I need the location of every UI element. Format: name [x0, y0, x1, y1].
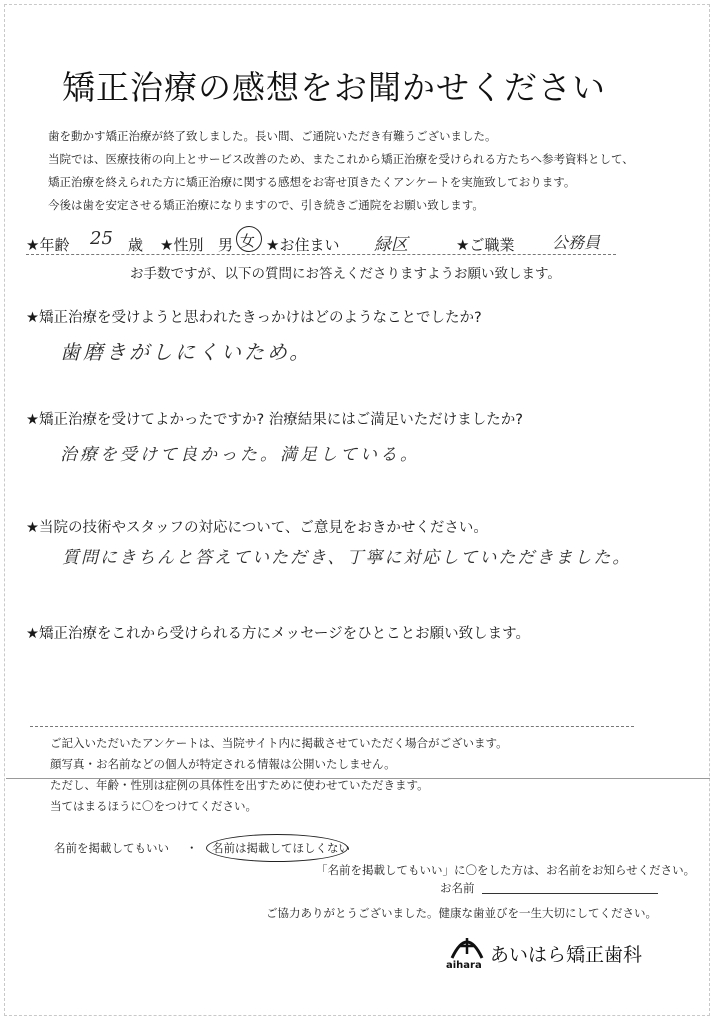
option-separator: ・ — [186, 841, 198, 855]
name-field-line[interactable] — [482, 893, 658, 894]
sex-label: ★性別 — [160, 236, 204, 254]
answer-3: 質問にきちんと答えていただき、丁寧に対応していただきました。 — [62, 548, 632, 568]
question-1: ★矯正治療を受けようと思われたきっかけはどのようなことでしたか? — [26, 310, 482, 326]
sex-male: 男 — [218, 236, 234, 254]
info-underline — [26, 254, 616, 255]
name-label: お名前 — [440, 881, 475, 895]
intro-line-4: 今後は歯を安定させる矯正治療になりますので、引き続きご通院をお願い致します。 — [48, 198, 484, 212]
note-line-3: ただし、年齢・性別は症例の具体性を出すために使わせていただきます。 — [50, 778, 429, 792]
note-line-4: 当てはまるほうに〇をつけてください。 — [50, 799, 257, 813]
job-value: 公務員 — [552, 233, 601, 252]
intro-line-1: 歯を動かす矯正治療が終了致しました。長い間、ご通院いただき有難うございました。 — [48, 129, 497, 143]
option-deny-circle — [206, 834, 348, 862]
page-title: 矯正治療の感想をお聞かせください — [62, 68, 606, 107]
request-text: お手数ですが、以下の質問にお答えくださりますようお願い致します。 — [130, 266, 561, 282]
address-label: ★お住まい — [266, 236, 340, 254]
option-deny-name[interactable]: 名前は掲載してほしくない — [212, 841, 350, 855]
question-2: ★矯正治療を受けてよかったですか? 治療結果にはご満足いただけましたか? — [26, 412, 523, 428]
clinic-logo-romaji: aihara — [446, 960, 482, 971]
thanks-text: ご協力ありがとうございました。健康な歯並びを一生大切にしてください。 — [266, 906, 657, 920]
age-label: ★年齢 — [26, 236, 70, 254]
answer-1: 歯磨きがしにくいため。 — [60, 340, 313, 364]
answer-2: 治療を受けて良かった。満足している。 — [60, 445, 420, 465]
divider-line — [30, 726, 634, 727]
intro-line-3: 矯正治療を終えられた方に矯正治療に関する感想をお寄せ頂きたくアンケートを実施致しております。 — [48, 175, 576, 189]
name-request-note: 「名前を掲載してもいい」に〇をした方は、お名前をお知らせください。 — [316, 863, 696, 877]
clinic-name: あいはら矯正歯科 — [490, 944, 643, 966]
sex-female-circle — [236, 226, 262, 252]
question-3: ★当院の技術やスタッフの対応について、ご意見をおきかせください。 — [26, 520, 488, 536]
intro-line-2: 当院では、医療技術の向上とサービス改善のため、またこれから矯正治療を受けられる方たちへ参考資料として、 — [48, 152, 634, 166]
address-value: 緑区 — [374, 235, 408, 255]
option-allow-name[interactable]: 名前を掲載してもいい — [54, 841, 169, 855]
age-value: 25 — [90, 228, 113, 249]
job-label: ★ご職業 — [456, 236, 515, 254]
sex-female: 女 — [240, 232, 256, 250]
question-4: ★矯正治療をこれから受けられる方にメッセージをひとことお願い致します。 — [26, 626, 530, 642]
age-unit: 歳 — [128, 236, 144, 254]
note-line-2: 顔写真・お名前などの個人が特定される情報は公開いたしません。 — [50, 757, 396, 771]
note-line-1: ご記入いただいたアンケートは、当院サイト内に掲載させていただく場合がございます。 — [50, 736, 508, 750]
